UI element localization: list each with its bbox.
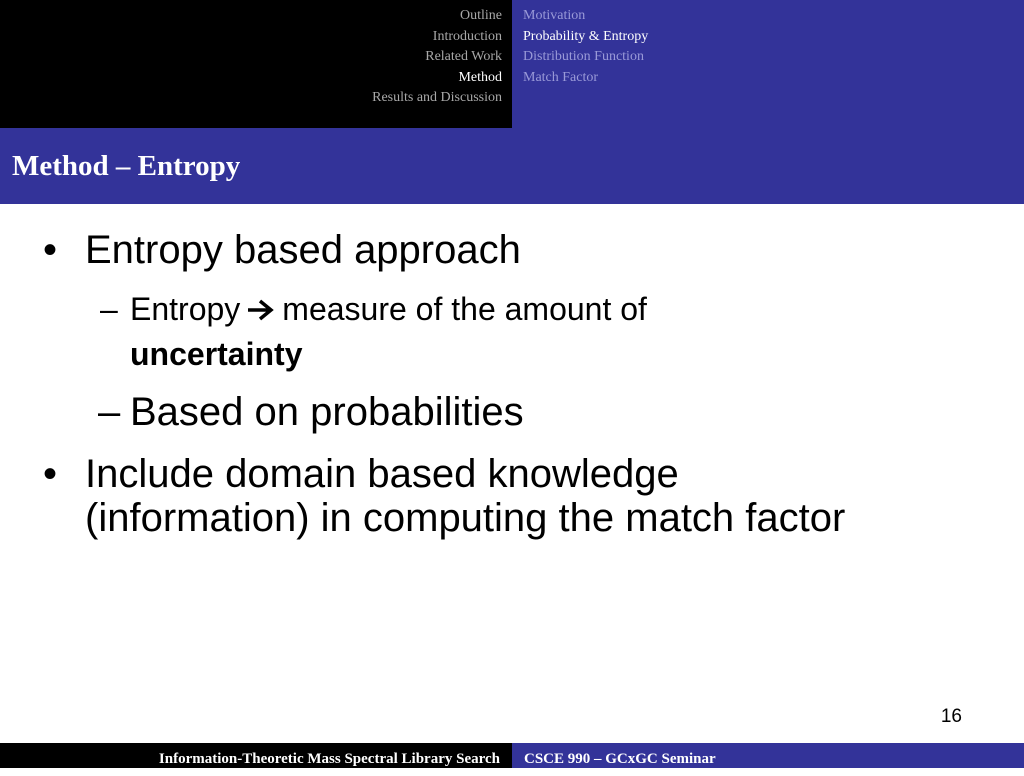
nav-item-results-and-discussion[interactable]: Results and Discussion <box>372 90 502 105</box>
bullet-text-line1: Include domain based knowledge <box>85 452 679 496</box>
subnav-item-motivation[interactable]: Motivation <box>523 8 586 23</box>
footer-presentation-title: Information-Theoretic Mass Spectral Library Search <box>158 751 500 767</box>
bullet-text-entropy: Entropy <box>130 291 241 327</box>
footer-right <box>512 743 1024 768</box>
section-navigation <box>0 0 512 128</box>
subnav-item-distribution-function[interactable]: Distribution Function <box>523 49 644 64</box>
bullet-level1-domain-knowledge <box>43 452 846 540</box>
bullet-text: Entropy based approach <box>85 228 521 272</box>
bullet-level1-entropy-approach <box>43 228 521 272</box>
nav-item-outline[interactable]: Outline <box>460 8 502 23</box>
subsection-navigation <box>512 0 1024 128</box>
bullet-text-uncertainty: uncertainty <box>130 335 303 372</box>
bullet-marker: – <box>98 390 121 434</box>
nav-item-related-work[interactable]: Related Work <box>425 49 502 64</box>
nav-item-introduction[interactable]: Introduction <box>432 28 502 44</box>
bullet-marker: • <box>43 452 58 496</box>
bullet-text: Based on probabilities <box>130 390 524 434</box>
bullet-level2-entropy-definition <box>100 288 647 375</box>
slide-title: Method – Entropy <box>12 150 241 182</box>
footer-left <box>0 743 512 768</box>
subnav-item-probability-entropy[interactable]: Probability & Entropy <box>523 28 649 44</box>
nav-item-method[interactable]: Method <box>458 69 502 85</box>
page-number: 16 <box>940 706 962 727</box>
bullet-level2-probabilities <box>98 390 524 434</box>
subnav-item-match-factor[interactable]: Match Factor <box>523 69 599 85</box>
bullet-text-definition: measure of the amount of <box>282 291 647 327</box>
bullet-marker: – <box>100 291 118 327</box>
footer-course-name: CSCE 990 – GCxGC Seminar <box>524 751 716 767</box>
bullet-marker: • <box>43 228 58 272</box>
bullet-text-line2: (information) in computing the match factor <box>85 496 846 540</box>
right-arrow-icon <box>246 291 276 333</box>
